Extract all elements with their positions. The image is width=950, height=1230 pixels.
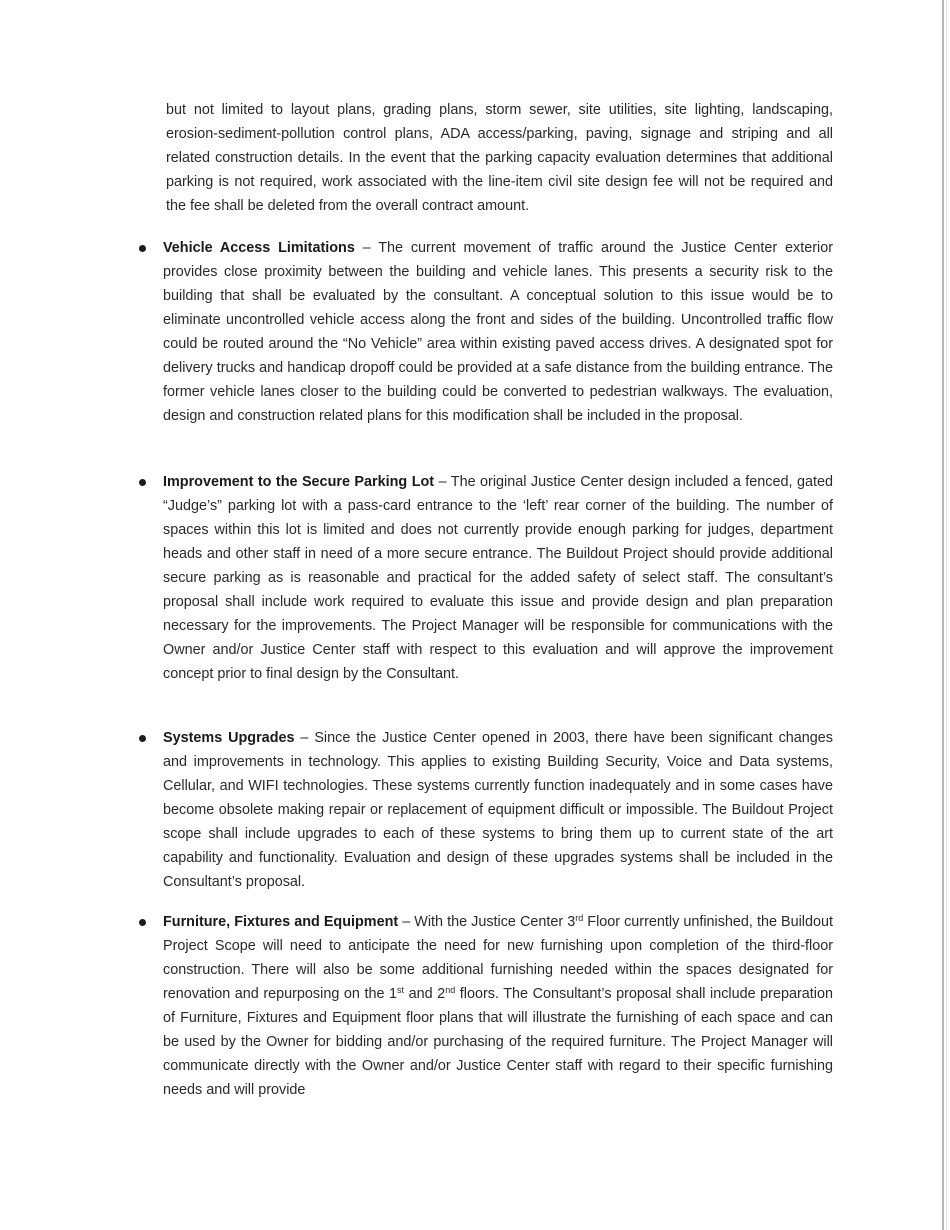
bullet-dot-icon [139, 735, 146, 742]
bullet-body: With the Justice Center 3 [414, 914, 576, 930]
bullet-title: Improvement to the Secure Parking Lot [163, 474, 435, 490]
intro-paragraph: but not limited to layout plans, grading plans, storm sewer, site utilities, site lighting, landscaping, erosion-sediment-pollution control plans, ADA access/parking, paving, signage and striping and all related construction details. In the event that the parking capacity evaluation determines that additional parking is not required, work associated with the line-item civil site design fee will not be required and the fee shall be deleted from the overall contract amount. [166, 102, 833, 214]
bullet-body: The current movement of traffic around the Justice Center exterior provides close proximity between the building and vehicle lanes. This presents a security risk to the building that shall be evaluated by the consultant. A conceptual solution to this issue would be to eliminate uncontrolled vehicle access along the front and sides of the building. Uncontrolled traffic flow could be routed around the “No Vehicle” area within existing paved access drives. A designated spot for delivery trucks and handicap dropoff could be provided at a safe distance from the building entrance. The former vehicle lanes closer to the building could be converted to pedestrian walkways. The evaluation, design and construction related plans for this modification shall be included in the proposal. [163, 240, 833, 424]
bullet-paragraph: Furniture, Fixtures and Equipment – With the Justice Center 3rd Floor currently unfinished, the Buildout Project Scope will need to anticipate the need for new furnishing upon completion of the third-floor construction. There will also be some additional furnishing needed within the spaces designated for renovation and repurposing on the 1st and 2nd floors. The Consultant’s proposal shall include preparation of Furniture, Fixtures and Equipment floor plans that will illustrate the furnishing of each space and can be used by the Owner for bidding and/or purchasing of the required furniture. The Project Manager will communicate directly with the Owner and/or Justice Center staff with regard to their specific furnishing needs and will provide [163, 913, 834, 1098]
superscript: rd [575, 913, 584, 923]
superscript: nd [445, 985, 456, 995]
scan-edge-line [942, 0, 944, 1230]
bullet-title: Systems Upgrades [163, 730, 295, 746]
bullet-paragraph: Improvement to the Secure Parking Lot – The original Justice Center design included a fenced, gated “Judge’s” parking lot with a pass-card entrance to the ‘left’ rear corner of the building. The number of spaces within this lot is limited and does not currently provide enough parking for judges, department heads and other staff in need of a more secure entrance. The Buildout Project should provide additional secure parking as is reasonable and practical for the added safety of select staff. The consultant’s proposal shall include work required to evaluate this issue and provide design and plan preparation necessary for the improvements. The Project Manager will be responsible for communications with the Owner and/or Justice Center staff with respect to this evaluation and will approve the improvement concept prior to final design by the Consultant. [163, 474, 833, 682]
bullet-title: Furniture, Fixtures and Equipment [163, 914, 399, 930]
bullet-body: Since the Justice Center opened in 2003, there have been significant changes and improvements in technology. This applies to existing Building Security, Voice and Data systems, Cellular, and WIFI technologies. These systems currently function inadequately and in some cases have become obsolete making repair or replacement of equipment difficult or impossible. The Buildout Project scope shall include upgrades to each of these systems to bring them up to current state of the art capability and functionality. Evaluation and design of these upgrades systems shall be included in the Consultant’s proposal. [163, 730, 833, 890]
bullet-dot-icon [139, 919, 146, 926]
bullet-paragraph: Systems Upgrades – Since the Justice Center opened in 2003, there have been significant changes and improvements in technology. This applies to existing Building Security, Voice and Data systems, Cellular, and WIFI technologies. These systems currently function inadequately and in some cases have become obsolete making repair or replacement of equipment difficult or impossible. The Buildout Project scope shall include upgrades to each of these systems to bring them up to current state of the art capability and functionality. Evaluation and design of these upgrades systems shall be included in the Consultant’s proposal. [163, 730, 833, 890]
bullet-dot-icon [139, 479, 146, 486]
bullet-dot-icon [139, 245, 146, 252]
scan-edge-shadow [946, 0, 947, 1230]
bullet-paragraph: Vehicle Access Limitations – The current movement of traffic around the Justice Center exterior provides close proximity between the building and vehicle lanes. This presents a security risk to the building that shall be evaluated by the consultant. A conceptual solution to this issue would be to eliminate uncontrolled vehicle access along the front and sides of the building. Uncontrolled traffic flow could be routed around the “No Vehicle” area within existing paved access drives. A designated spot for delivery trucks and handicap dropoff could be provided at a safe distance from the building entrance. The former vehicle lanes closer to the building could be converted to pedestrian walkways. The evaluation, design and construction related plans for this modification shall be included in the proposal. [163, 240, 833, 424]
bullet-title: Vehicle Access Limitations [163, 240, 355, 256]
superscript: st [397, 985, 405, 995]
bullet-body: The original Justice Center design included a fenced, gated “Judge’s” parking lot with a pass-card entrance to the ‘left’ rear corner of the building. The number of spaces within this lot is limited and does not currently provide enough parking for judges, department heads and other staff in need of a more secure entrance. The Buildout Project should provide additional secure parking as is reasonable and practical for the added safety of select staff. The consultant’s proposal shall include work required to evaluate this issue and provide design and plan preparation necessary for the improvements. The Project Manager will be responsible for communications with the Owner and/or Justice Center staff with respect to this evaluation and will approve the improvement concept prior to final design by the Consultant. [163, 474, 833, 682]
